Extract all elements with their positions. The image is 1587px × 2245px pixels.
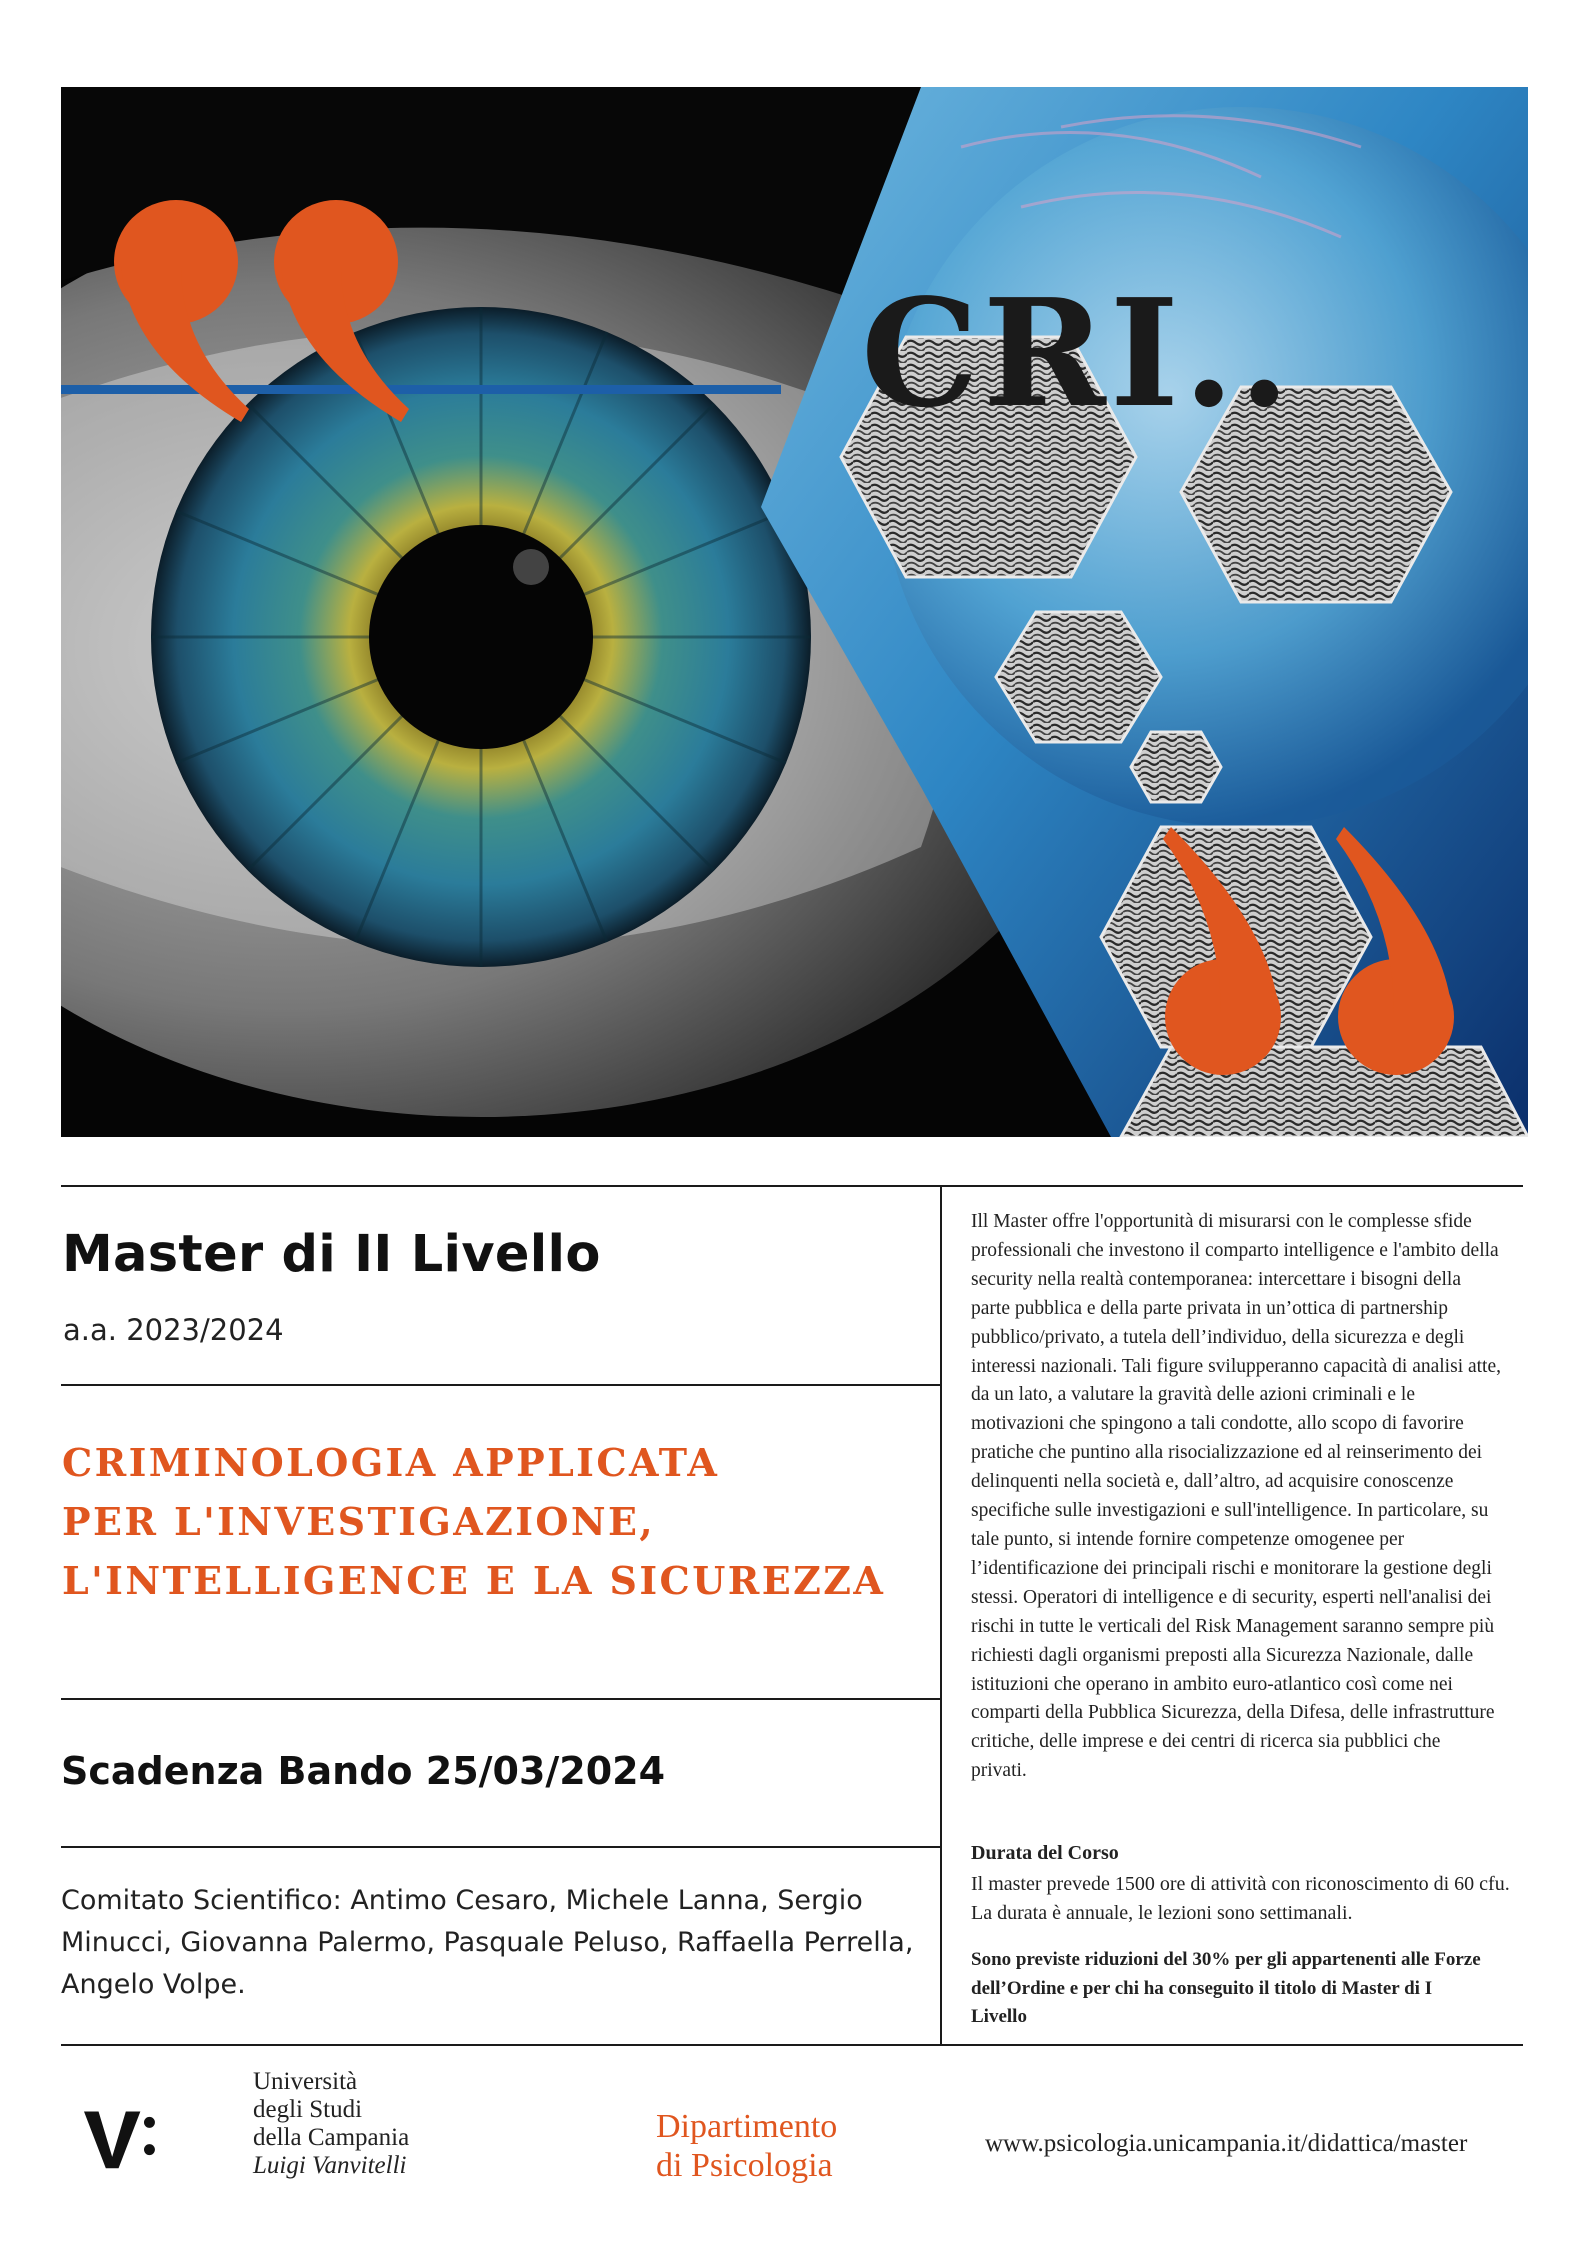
- course-title: [62, 1433, 942, 1610]
- university-name-line: Luigi Vanvitelli: [253, 2152, 407, 2179]
- top-divider: [61, 1185, 1523, 1187]
- department-name-line: di Psicologia: [656, 2147, 833, 2184]
- academic-year: a.a. 2023/2024: [63, 1313, 284, 1347]
- course-title-line: CRIMINOLOGIA APPLICATA: [62, 1440, 720, 1485]
- university-name: [253, 2068, 409, 2180]
- deadline-divider: [61, 1846, 940, 1848]
- title-divider: [61, 1384, 940, 1386]
- column-divider: [940, 1186, 942, 2046]
- course-title-line: L'INTELLIGENCE E LA SICUREZZA: [62, 1558, 886, 1603]
- master-description: Ill Master offre l'opportunità di misurarsi con le complesse sfide professionali che investono il comparto intelligence e l'ambito della security nella realtà contemporanea: intercettare i bisogni della parte pubblica e della parte privata in un’ottica di partnership pubblico/privato, a tutela dell’individuo, della sicurezza e degli interessi nazionali. Tali figure svilupperanno capacità di analisi atte, da un lato, a valutare la gravità delle azioni criminali e le motivazioni che spingono a tali condotte, allo scopo di favorire pratiche che puntino alla risocializzazione ed al reinserimento dei delinquenti nella società e, dall’altro, ad acquisire conoscenze specifiche sulle investigazioni e sull'intelligence. In particolare, su tale punto, si intende fornire competenze omogenee per l’identificazione dei principali rischi e monitorare la gestione degli stessi. Operatori di intelligence e di security, esperti nell'analisi dei rischi in tutte le verticali del Risk Management saranno sempre più richiesti dagli organismi preposti alla Sicurezza Nazionale, dalle istituzioni che operano in ambito euro-atlantico così come nei comparti della Pubblica Sicurezza, della Difesa, delle infrastrutture critiche, delle imprese e dei centri di ricerca sia pubblici che privati.: [971, 1211, 1502, 1782]
- bottom-divider: [61, 2044, 1523, 2046]
- hero-lettering: CRI..: [861, 266, 1295, 440]
- course-divider: [61, 1698, 940, 1700]
- scientific-committee: Comitato Scientifico: Antimo Cesaro, Michele Lanna, Sergio Minucci, Giovanna Palermo, Pasquale Peluso, Raffaella Perrella, Angelo Volpe.: [61, 1885, 914, 2000]
- application-deadline: Scadenza Bando 25/03/2024: [61, 1749, 666, 1793]
- duration-text: Il master prevede 1500 ore di attività con riconoscimento di 60 cfu. La durata è annuale, le lezioni sono settimanali.: [971, 1873, 1510, 1924]
- master-level-title: Master di II Livello: [62, 1225, 601, 1284]
- university-name-line: della Campania: [253, 2124, 410, 2151]
- course-title-line: PER L'INVESTIGAZIONE,: [62, 1499, 656, 1544]
- website-link[interactable]: www.psicologia.unicampania.it/didattica/master: [985, 2130, 1468, 2157]
- eye-crime-illustration: [61, 87, 1528, 1137]
- discount-note: Sono previste riduzioni del 30% per gli appartenenti alle Forze dell’Ordine e per chi ha conseguito il titolo di Master di I Livello: [971, 1949, 1481, 2027]
- university-logo-icon: [84, 2076, 234, 2206]
- hero-image: [61, 87, 1528, 1137]
- university-name-line: Università: [253, 2068, 358, 2095]
- duration-heading: Durata del Corso: [971, 1842, 1119, 1864]
- university-name-line: degli Studi: [253, 2096, 363, 2123]
- department-name-line: Dipartimento: [656, 2108, 838, 2145]
- department-name: [656, 2107, 837, 2185]
